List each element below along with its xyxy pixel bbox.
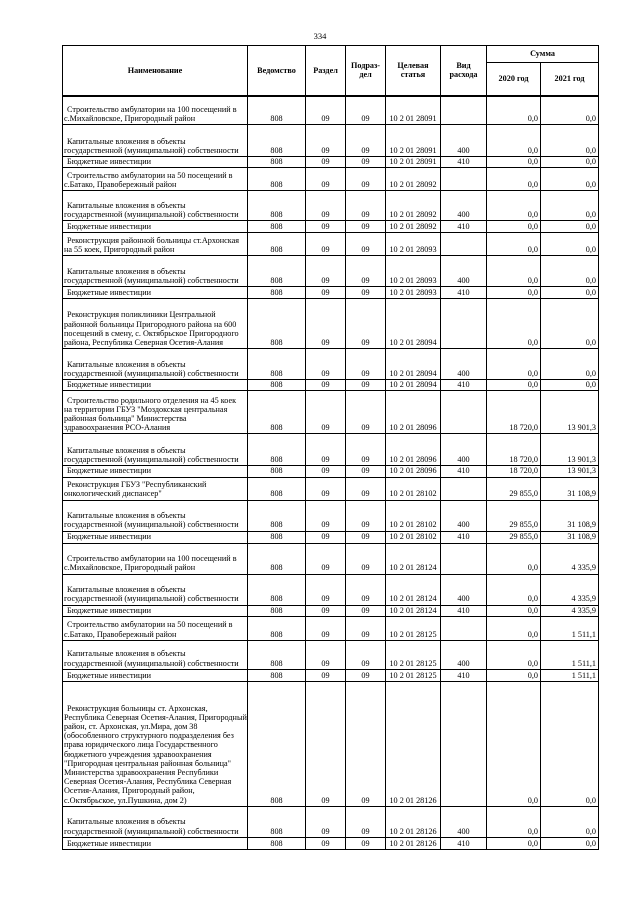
cell-amount-2021: 0,0 [541,157,599,168]
cell-section: 09 [306,500,346,531]
cell-target-article: 10 2 01 28096 [386,434,441,466]
cell-target-article: 10 2 01 28093 [386,287,441,299]
cell-subsection: 09 [346,477,386,500]
cell-subsection: 09 [346,681,386,806]
cell-subsection: 09 [346,574,386,605]
table-body [63,96,599,850]
cell-section: 09 [306,669,346,681]
cell-subsection: 09 [346,434,386,466]
cell-amount-2020: 0,0 [487,157,541,168]
cell-amount-2020: 0,0 [487,191,541,221]
cell-subsection: 09 [346,191,386,221]
table-row [63,256,599,287]
cell-amount-2021: 1 511,1 [541,616,599,640]
cell-amount-2021: 0,0 [541,168,599,191]
cell-amount-2020: 0,0 [487,681,541,806]
cell-section: 09 [306,543,346,574]
cell-section: 09 [306,221,346,233]
cell-name: Капитальные вложения в объекты государственной (муниципальной) собственности [63,349,248,380]
cell-target-article: 10 2 01 28092 [386,221,441,233]
cell-name: Реконструкция больницы ст. Архонская, Республика Северная Осетия-Алания, Пригородный район, ст. Архонская, ул.Мира, дом 38 (обособленного структурного подразделения без права юридического лица Государственного бюджетного учреждения здравоохранения "Пригородная центральная районная больница" Министерства здравоохранения Республики Северная Осетия-Алания, Республика Северная Осетия-Алания, Пригородный район, с.Октябрьское, ул.Пушкина, дом 2) [63,681,248,806]
header-subsection: Подраз- дел [346,46,386,96]
cell-amount-2020: 0,0 [487,287,541,299]
cell-expense-type [441,616,487,640]
cell-amount-2020: 0,0 [487,640,541,669]
cell-department: 808 [248,349,306,380]
cell-name: Капитальные вложения в объекты государственной (муниципальной) собственности [63,434,248,466]
cell-expense-type [441,477,487,500]
cell-section: 09 [306,531,346,543]
cell-subsection: 09 [346,500,386,531]
cell-expense-type: 400 [441,256,487,287]
cell-department: 808 [248,531,306,543]
header-year-2020: 2020 год [487,63,541,96]
cell-name: Строительство амбулатории на 100 посещений в с.Михайловское, Пригородный район [63,543,248,574]
cell-name: Бюджетные инвестиции [63,466,248,477]
cell-expense-type: 400 [441,191,487,221]
cell-target-article: 10 2 01 28126 [386,837,441,849]
cell-subsection: 09 [346,125,386,157]
cell-department: 808 [248,500,306,531]
cell-section: 09 [306,125,346,157]
cell-expense-type: 410 [441,157,487,168]
cell-section: 09 [306,681,346,806]
cell-name: Строительство родильного отделения на 45 коек на территории ГБУЗ "Моздокская центральная районная больница" Министерства здравоохранения РСО-Алания [63,391,248,434]
page-number: 334 [313,31,327,41]
cell-amount-2021: 31 108,9 [541,531,599,543]
cell-expense-type: 400 [441,434,487,466]
cell-amount-2020: 18 720,0 [487,391,541,434]
cell-expense-type: 410 [441,380,487,391]
cell-section: 09 [306,191,346,221]
cell-amount-2021: 0,0 [541,287,599,299]
cell-department: 808 [248,681,306,806]
table-row [63,233,599,256]
cell-name: Строительство амбулатории на 50 посещений в с.Батако, Правобережный район [63,168,248,191]
table-row [63,380,599,391]
table-row [63,299,599,349]
cell-name: Капитальные вложения в объекты государственной (муниципальной) собственности [63,191,248,221]
cell-expense-type: 400 [441,500,487,531]
cell-amount-2020: 0,0 [487,837,541,849]
cell-target-article: 10 2 01 28094 [386,299,441,349]
cell-amount-2020: 29 855,0 [487,531,541,543]
cell-amount-2020: 0,0 [487,543,541,574]
cell-section: 09 [306,380,346,391]
cell-amount-2020: 0,0 [487,574,541,605]
cell-subsection: 09 [346,256,386,287]
cell-amount-2021: 0,0 [541,349,599,380]
cell-amount-2021: 31 108,9 [541,500,599,531]
cell-expense-type: 410 [441,221,487,233]
cell-target-article: 10 2 01 28096 [386,466,441,477]
cell-target-article: 10 2 01 28124 [386,605,441,616]
cell-name: Капитальные вложения в объекты государственной (муниципальной) собственности [63,574,248,605]
cell-section: 09 [306,168,346,191]
table-row [63,543,599,574]
cell-target-article: 10 2 01 28091 [386,125,441,157]
cell-expense-type: 410 [441,669,487,681]
cell-subsection: 09 [346,605,386,616]
cell-department: 808 [248,391,306,434]
cell-amount-2021: 4 335,9 [541,574,599,605]
cell-subsection: 09 [346,531,386,543]
cell-amount-2021: 0,0 [541,96,599,125]
table-row [63,96,599,125]
cell-expense-type [441,299,487,349]
cell-department: 808 [248,256,306,287]
cell-amount-2021: 0,0 [541,681,599,806]
table-header [63,46,599,96]
cell-target-article: 10 2 01 28091 [386,157,441,168]
cell-subsection: 09 [346,380,386,391]
cell-amount-2020: 0,0 [487,125,541,157]
cell-expense-type [441,96,487,125]
cell-name: Бюджетные инвестиции [63,669,248,681]
cell-department: 808 [248,233,306,256]
cell-expense-type: 400 [441,125,487,157]
table-row [63,500,599,531]
table-row [63,531,599,543]
cell-section: 09 [306,391,346,434]
cell-subsection: 09 [346,287,386,299]
cell-name: Бюджетные инвестиции [63,221,248,233]
header-department: Ведомство [248,46,306,96]
cell-department: 808 [248,616,306,640]
cell-name: Реконструкция поликлиники Центральной районной больницы Пригородного района на 600 посещений в смену, с. Октябрьское Пригородного района, Республика Северная Осетия-Алания [63,299,248,349]
cell-amount-2021: 13 901,3 [541,391,599,434]
cell-subsection: 09 [346,466,386,477]
cell-amount-2020: 29 855,0 [487,500,541,531]
table-row [63,349,599,380]
cell-amount-2020: 18 720,0 [487,434,541,466]
cell-name: Бюджетные инвестиции [63,837,248,849]
cell-amount-2021: 13 901,3 [541,466,599,477]
cell-amount-2021: 0,0 [541,233,599,256]
cell-section: 09 [306,605,346,616]
cell-department: 808 [248,605,306,616]
cell-expense-type: 410 [441,466,487,477]
table-row [63,605,599,616]
cell-amount-2021: 13 901,3 [541,434,599,466]
cell-amount-2020: 0,0 [487,806,541,837]
cell-target-article: 10 2 01 28126 [386,806,441,837]
cell-amount-2020: 0,0 [487,96,541,125]
cell-department: 808 [248,640,306,669]
cell-section: 09 [306,287,346,299]
table-row [63,477,599,500]
cell-amount-2021: 31 108,9 [541,477,599,500]
cell-expense-type [441,233,487,256]
cell-expense-type [441,681,487,806]
cell-amount-2020: 0,0 [487,669,541,681]
cell-target-article: 10 2 01 28124 [386,543,441,574]
cell-target-article: 10 2 01 28102 [386,500,441,531]
cell-section: 09 [306,256,346,287]
table-row [63,157,599,168]
cell-target-article: 10 2 01 28093 [386,256,441,287]
cell-department: 808 [248,221,306,233]
cell-name: Бюджетные инвестиции [63,287,248,299]
cell-subsection: 09 [346,543,386,574]
header-target-article: Целевая статья [386,46,441,96]
cell-amount-2020: 0,0 [487,256,541,287]
cell-section: 09 [306,233,346,256]
cell-expense-type: 410 [441,837,487,849]
cell-target-article: 10 2 01 28094 [386,349,441,380]
cell-department: 808 [248,96,306,125]
cell-name: Бюджетные инвестиции [63,157,248,168]
cell-department: 808 [248,806,306,837]
cell-department: 808 [248,191,306,221]
table-row [63,168,599,191]
cell-section: 09 [306,640,346,669]
cell-subsection: 09 [346,221,386,233]
cell-expense-type: 400 [441,806,487,837]
cell-amount-2021: 0,0 [541,837,599,849]
cell-department: 808 [248,477,306,500]
cell-amount-2020: 18 720,0 [487,466,541,477]
cell-name: Бюджетные инвестиции [63,605,248,616]
cell-section: 09 [306,466,346,477]
cell-target-article: 10 2 01 28126 [386,681,441,806]
cell-target-article: 10 2 01 28102 [386,531,441,543]
cell-section: 09 [306,574,346,605]
cell-target-article: 10 2 01 28092 [386,191,441,221]
cell-name: Капитальные вложения в объекты государственной (муниципальной) собственности [63,806,248,837]
header-expense-type: Вид расхода [441,46,487,96]
header-amount: Сумма [487,46,599,63]
cell-target-article: 10 2 01 28102 [386,477,441,500]
cell-amount-2021: 0,0 [541,221,599,233]
header-year-2021: 2021 год [541,63,599,96]
table-row [63,640,599,669]
cell-subsection: 09 [346,806,386,837]
cell-amount-2020: 0,0 [487,299,541,349]
cell-name: Капитальные вложения в объекты государственной (муниципальной) собственности [63,256,248,287]
cell-name: Капитальные вложения в объекты государственной (муниципальной) собственности [63,640,248,669]
table-row [63,125,599,157]
cell-amount-2020: 0,0 [487,380,541,391]
cell-amount-2020: 0,0 [487,616,541,640]
cell-amount-2021: 4 335,9 [541,543,599,574]
cell-department: 808 [248,837,306,849]
cell-target-article: 10 2 01 28096 [386,391,441,434]
cell-department: 808 [248,125,306,157]
cell-department: 808 [248,669,306,681]
cell-amount-2021: 4 335,9 [541,605,599,616]
cell-subsection: 09 [346,233,386,256]
cell-target-article: 10 2 01 28094 [386,380,441,391]
table-row [63,669,599,681]
cell-section: 09 [306,616,346,640]
cell-subsection: 09 [346,616,386,640]
cell-section: 09 [306,434,346,466]
cell-name: Реконструкция районной больницы ст.Архонская на 55 коек, Пригородный район [63,233,248,256]
cell-section: 09 [306,477,346,500]
cell-subsection: 09 [346,168,386,191]
cell-target-article: 10 2 01 28125 [386,640,441,669]
cell-subsection: 09 [346,349,386,380]
cell-expense-type [441,543,487,574]
table-row [63,391,599,434]
table-row [63,806,599,837]
header-row-top [63,46,599,63]
cell-subsection: 09 [346,837,386,849]
cell-target-article: 10 2 01 28093 [386,233,441,256]
cell-expense-type: 400 [441,640,487,669]
cell-expense-type: 410 [441,605,487,616]
cell-department: 808 [248,380,306,391]
cell-department: 808 [248,287,306,299]
cell-subsection: 09 [346,96,386,125]
cell-subsection: 09 [346,299,386,349]
cell-subsection: 09 [346,640,386,669]
cell-expense-type: 400 [441,574,487,605]
cell-target-article: 10 2 01 28092 [386,168,441,191]
table-row [63,616,599,640]
cell-target-article: 10 2 01 28125 [386,669,441,681]
cell-amount-2021: 0,0 [541,125,599,157]
cell-section: 09 [306,96,346,125]
cell-amount-2020: 0,0 [487,233,541,256]
cell-department: 808 [248,543,306,574]
cell-amount-2020: 0,0 [487,168,541,191]
cell-section: 09 [306,349,346,380]
table-row [63,191,599,221]
cell-subsection: 09 [346,669,386,681]
table-row [63,574,599,605]
cell-expense-type [441,168,487,191]
table-row [63,466,599,477]
cell-amount-2020: 29 855,0 [487,477,541,500]
cell-expense-type: 400 [441,349,487,380]
cell-name: Бюджетные инвестиции [63,531,248,543]
cell-amount-2020: 0,0 [487,349,541,380]
cell-section: 09 [306,806,346,837]
cell-expense-type: 410 [441,287,487,299]
cell-amount-2021: 0,0 [541,191,599,221]
header-name: Наименование [63,46,248,96]
table-row [63,221,599,233]
cell-section: 09 [306,837,346,849]
cell-amount-2021: 0,0 [541,256,599,287]
cell-name: Строительство амбулатории на 50 посещений в с.Батако, Правобережный район [63,616,248,640]
table-row [63,287,599,299]
cell-target-article: 10 2 01 28091 [386,96,441,125]
budget-table [62,45,599,850]
cell-department: 808 [248,157,306,168]
cell-department: 808 [248,299,306,349]
cell-section: 09 [306,157,346,168]
cell-target-article: 10 2 01 28125 [386,616,441,640]
cell-expense-type: 410 [441,531,487,543]
cell-amount-2021: 0,0 [541,806,599,837]
cell-subsection: 09 [346,391,386,434]
cell-name: Реконструкция ГБУЗ "Республиканский онкологический диспансер" [63,477,248,500]
cell-name: Бюджетные инвестиции [63,380,248,391]
cell-department: 808 [248,434,306,466]
table-row [63,837,599,849]
cell-amount-2020: 0,0 [487,221,541,233]
cell-name: Строительство амбулатории на 100 посещений в с.Михайловское, Пригородный район [63,96,248,125]
cell-expense-type [441,391,487,434]
cell-department: 808 [248,466,306,477]
cell-amount-2020: 0,0 [487,605,541,616]
cell-target-article: 10 2 01 28124 [386,574,441,605]
table-row [63,434,599,466]
cell-amount-2021: 1 511,1 [541,640,599,669]
cell-amount-2021: 1 511,1 [541,669,599,681]
cell-name: Капитальные вложения в объекты государственной (муниципальной) собственности [63,500,248,531]
cell-department: 808 [248,574,306,605]
table-row [63,681,599,806]
cell-section: 09 [306,299,346,349]
cell-amount-2021: 0,0 [541,380,599,391]
cell-subsection: 09 [346,157,386,168]
header-section: Раздел [306,46,346,96]
cell-amount-2021: 0,0 [541,299,599,349]
cell-department: 808 [248,168,306,191]
cell-name: Капитальные вложения в объекты государственной (муниципальной) собственности [63,125,248,157]
